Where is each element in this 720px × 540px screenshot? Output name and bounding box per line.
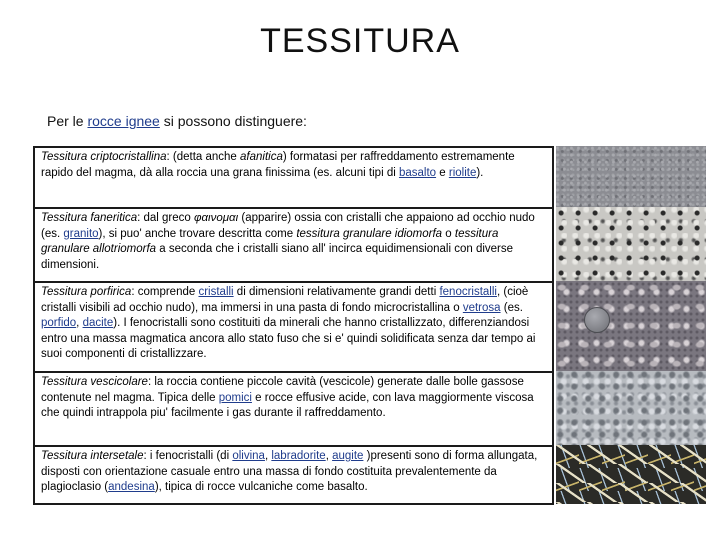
row-text: (es. [500,301,523,314]
intro-before: Per le [47,113,88,129]
term-link[interactable]: cristalli [198,286,234,298]
term-link[interactable]: dacite [82,317,114,330]
italic-term: tessitura granulare idiomorfa [296,227,443,240]
row-faneritica [35,209,552,283]
term-link[interactable]: labradorite [271,450,326,462]
page-title: TESSITURA [260,22,460,60]
row-text: a seconda che i cristalli siano all' incirca equidimensionali con diverse dimensioni. [41,243,514,271]
row-text: , [264,450,272,462]
row-text: ), si puo' anche trovare descritta come [98,227,297,240]
row-text: : (detta anche [166,151,241,163]
term-link[interactable]: andesina [108,481,155,494]
row-text: ). [476,166,484,179]
texture-table [33,146,554,505]
row-text: (apparire) ossia con cristalli che appaiono ad occhio nudo (es. [41,212,535,240]
italic-term: tessitura granulare allotriomorfa [41,227,499,256]
term-link[interactable]: vetrosa [462,301,501,314]
intro-text [47,113,307,129]
term-link[interactable]: riolite [448,166,477,179]
rock-photo-criptocristallina [556,146,706,207]
row-text: e [436,166,449,179]
row-text: , [76,317,83,330]
term-link[interactable]: pomici [218,391,252,404]
row-text: ). I fenocristalli sono costituiti da minerali che hanno cristallizzato, differenziandosi entro una massa magmatica ancora allo stato fuso che si e' quindi solidificata senza dar tempo ai suoi componenti di cristallizzare. [41,317,536,361]
term-link[interactable]: olivina [232,450,265,462]
row-porfirica [35,283,552,373]
row-text: , (cioè cristalli visibili ad occhio nudo), ma immersi in una pasta di fondo microcristallina o [41,286,529,314]
row-text: : comprende [131,286,199,298]
row-text: )presenti sono di forma allungata, disposti con orientazione casuale entro una massa di fondo costituita prevalentemente da plagioclasio ( [41,450,538,494]
row-text: e rocce effusive acide, con lava maggiormente viscosa che quindi intrappola piu' facilmente i gas durante il raffreddamento. [41,391,534,420]
italic-term: Tessitura vescicolare [41,376,148,388]
row-text: ) formatasi per raffreddamento estremamente rapido del magma, dà alla roccia una grana finissima (es. alcuni tipi di [41,151,515,179]
row-text: : dal greco [137,212,194,224]
term-link[interactable]: augite [332,450,364,462]
italic-term: φαινομαι [194,212,239,224]
row-intersetale [35,447,552,503]
row-criptocristallina [35,148,552,209]
rocce-ignee-link[interactable]: rocce ignee [87,113,160,129]
term-link[interactable]: granito [63,227,99,240]
rock-photo-vescicolare [556,371,706,445]
italic-term: Tessitura criptocristallina [41,151,167,163]
rock-photos-column [556,146,706,504]
row-text: di dimensioni relativamente grandi detti [233,286,440,298]
row-text: o [442,227,455,240]
rock-photo-intersetale [556,445,706,504]
row-text: , [325,450,333,462]
italic-term: afanitica [240,151,283,163]
row-text: ), tipica di rocce vulcaniche come basalto. [154,481,368,494]
rock-photo-faneritica [556,207,706,281]
italic-term: Tessitura porfirica [41,286,132,298]
intro-after: si possono distinguere: [159,113,307,129]
coin-scale-reference [584,307,610,333]
row-text: : i fenocristalli (di [143,450,233,462]
rock-photo-porfirica [556,281,706,371]
row-vescicolare [35,373,552,447]
term-link[interactable]: basalto [398,166,437,179]
italic-term: Tessitura intersetale [41,450,144,462]
term-link[interactable]: fenocristalli [439,286,497,298]
term-link[interactable]: porfido [41,317,77,330]
italic-term: Tessitura faneritica [41,212,138,224]
row-text: : la roccia contiene piccole cavità (vescicole) generate dalle bolle gassose contenute nel magma. Tipica delle [41,376,524,404]
